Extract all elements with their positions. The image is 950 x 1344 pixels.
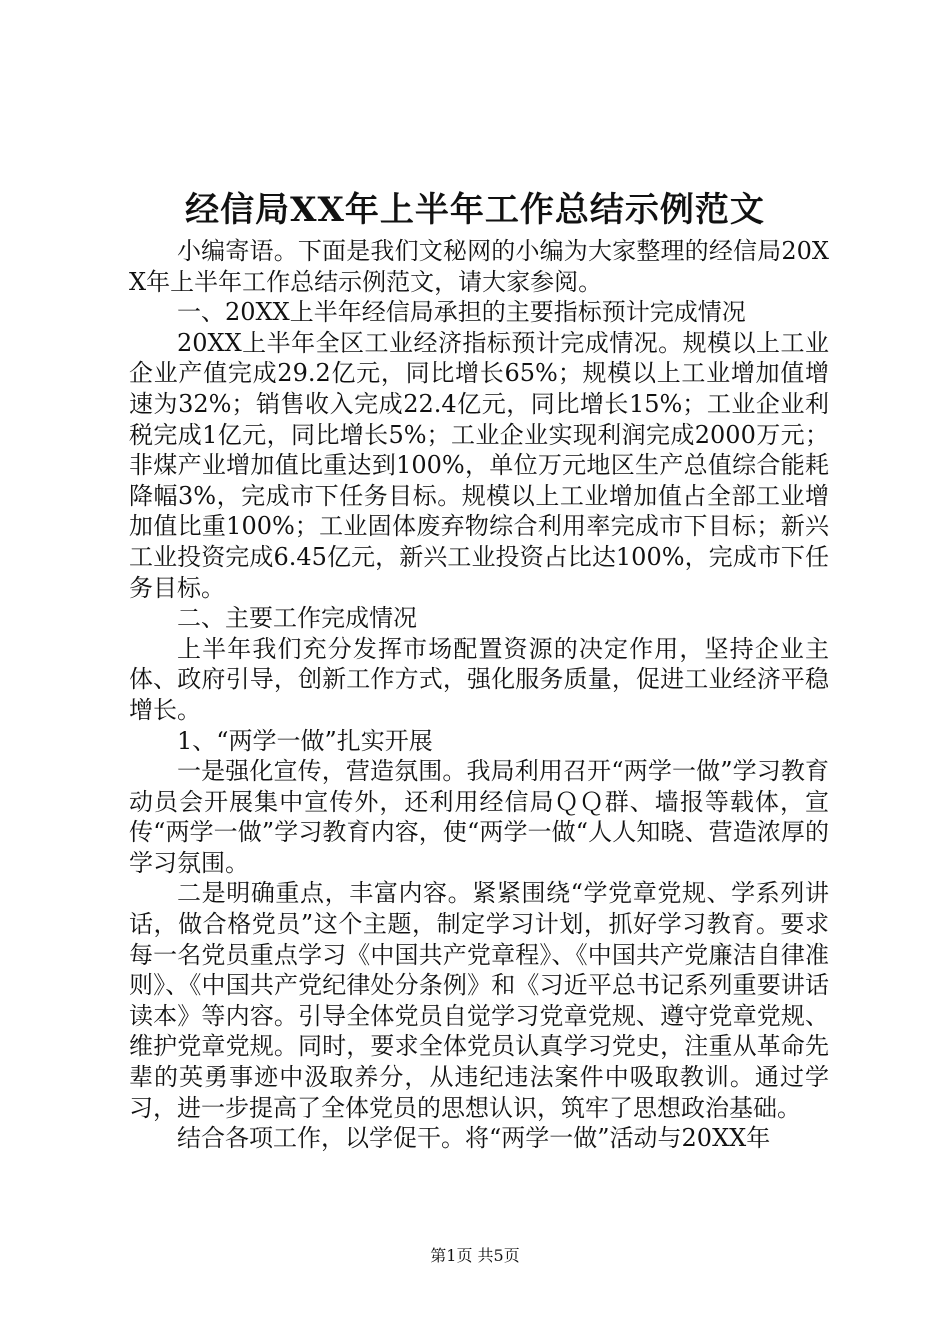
paragraph-indicators: 20XX上半年全区工业经济指标预计完成情况。规模以上工业企业产值完成29.2亿元，同比增长65%；规模以上工业增加值增速为32%；销售收入完成22.4亿元，同比增长15%；工业企业利税完成1亿元，同比增长5%；工业企业实现利润完成2000万元；非煤产业增加值比重达到100%，单位万元地区生产总值综合能耗降幅3%，完成市下任务目标。规模以上工业增加值占全部工业增加值比重100%；工业固体废弃物综合利用率完成市下目标；新兴工业投资完成6.45亿元，新兴工业投资占比达100%，完成市下任务目标。 [129,328,829,602]
document-title: 经信局XX年上半年工作总结示例范文 [185,190,765,230]
paragraph-focus: 二是明确重点，丰富内容。紧紧围绕“学党章党规、学系列讲话，做合格党员”这个主题，制定学习计划，抓好学习教育。要求每一名党员重点学习《中国共产党章程》、《中国共产党廉洁自律准则》、《中国共产党纪律处分条例》和《习近平总书记系列重要讲话读本》等内容。引导全体党员自觉学习党章党规、遵守党章党规、维护党章党规。同时，要求全体党员认真学习党史，注重从革命先辈的英勇事迹中汲取养分，从违纪违法案件中吸取教训。通过学习，进一步提高了全体党员的思想认识，筑牢了思想政治基础。 [129,879,829,1122]
section-heading-2: 二、主要工作完成情况 [177,604,417,633]
paragraph-overview: 上半年我们充分发挥市场配置资源的决定作用，坚持企业主体、政府引导，创新工作方式，强化服务质量，促进工业经济平稳增长。 [129,634,829,724]
page-footer [0,1244,950,1268]
page-number-label: 第1页 共5页 [430,1246,520,1265]
paragraph-combine: 结合各项工作，以学促干。将“两学一做”活动与20XX年 [177,1124,771,1153]
document-body [129,236,829,1154]
subsection-heading-1: 1、“两学一做”扎实开展 [177,726,433,755]
paragraph-intro: 小编寄语。下面是我们文秘网的小编为大家整理的经信局20XX年上半年工作总结示例范文，请大家参阅。 [129,237,829,296]
paragraph-publicity: 一是强化宣传，营造氛围。我局利用召开“两学一做”学习教育动员会开展集中宣传外，还利用经信局ＱＱ群、墙报等载体，宣传“两学一做”学习教育内容，使“两学一做“人人知晓、营造浓厚的学习氛围。 [129,757,829,877]
section-heading-1: 一、20XX上半年经信局承担的主要指标预计完成情况 [177,298,746,327]
